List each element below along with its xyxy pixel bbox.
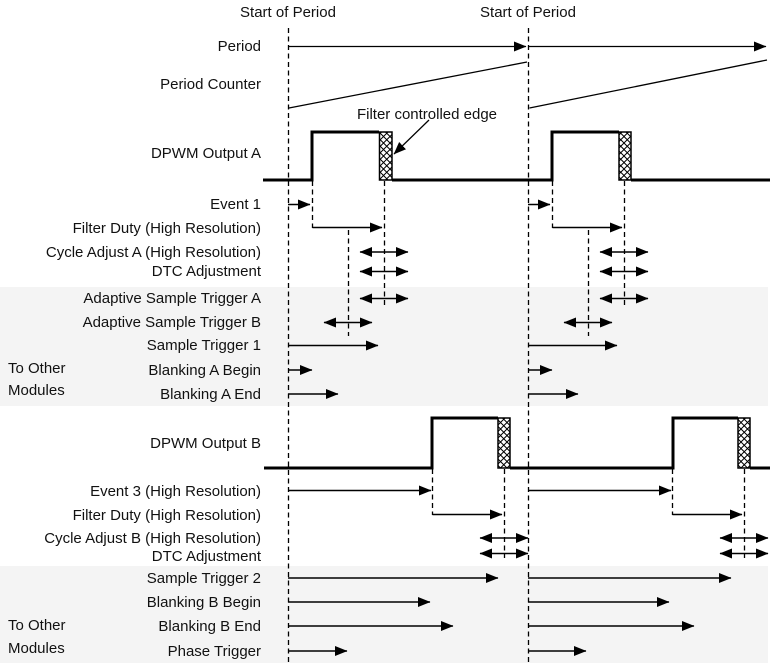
start-of-period-label-2: Start of Period <box>480 4 576 21</box>
dpwm-b-trace <box>264 418 770 468</box>
filter-controlled-edge-pointer <box>394 120 429 154</box>
dtc-adjustment-a-label: DTC Adjustment <box>151 263 261 280</box>
blanking-b-end-label: Blanking B End <box>158 618 261 635</box>
filter-controlled-edge-hatch-b1 <box>498 418 510 468</box>
filter-duty-b-label: Filter Duty (High Resolution) <box>72 507 261 524</box>
event-1-label: Event 1 <box>210 196 261 213</box>
cycle-adjust-b-label: Cycle Adjust B (High Resolution) <box>44 530 261 547</box>
filter-controlled-edge-hatch-a2 <box>619 132 631 180</box>
to-other-modules-b-line2: Modules <box>8 640 65 657</box>
dpwm-output-a-waveform <box>263 132 770 180</box>
adaptive-sample-trigger-b-label: Adaptive Sample Trigger B <box>82 314 261 331</box>
dtc-adjustment-b-label: DTC Adjustment <box>151 548 261 565</box>
period-counter-label: Period Counter <box>160 76 261 93</box>
filter-controlled-edge-label: Filter controlled edge <box>356 106 498 123</box>
blanking-b-begin-label: Blanking B Begin <box>146 594 261 611</box>
blanking-a-end-label: Blanking A End <box>160 386 261 403</box>
to-other-modules-a-line2: Modules <box>8 382 65 399</box>
to-other-modules-band-b <box>0 566 768 663</box>
sample-trigger-2-label: Sample Trigger 2 <box>146 570 261 587</box>
cycle-adjust-a-label: Cycle Adjust A (High Resolution) <box>45 244 261 261</box>
blanking-a-begin-label: Blanking A Begin <box>148 362 261 379</box>
sample-trigger-1-label: Sample Trigger 1 <box>146 337 261 354</box>
dpwm-output-b-waveform <box>264 418 770 468</box>
to-other-modules-b-line1: To Other <box>8 617 66 634</box>
to-other-modules-a-line1: To Other <box>8 360 66 377</box>
period-row <box>288 47 767 109</box>
dpwm-output-a-label: DPWM Output A <box>150 145 261 162</box>
period-label: Period <box>217 38 261 55</box>
filter-controlled-edge-hatch-a1 <box>380 132 393 180</box>
dpwm-a-trace <box>263 132 770 180</box>
phase-trigger-label: Phase Trigger <box>167 643 261 660</box>
event-3-label: Event 3 (High Resolution) <box>90 483 261 500</box>
adaptive-sample-trigger-a-label: Adaptive Sample Trigger A <box>83 290 261 307</box>
dpwm-output-b-label: DPWM Output B <box>150 435 261 452</box>
filter-controlled-edge-hatch-b2 <box>738 418 750 468</box>
filter-duty-a-label: Filter Duty (High Resolution) <box>72 220 261 237</box>
start-of-period-label-1: Start of Period <box>240 4 336 21</box>
